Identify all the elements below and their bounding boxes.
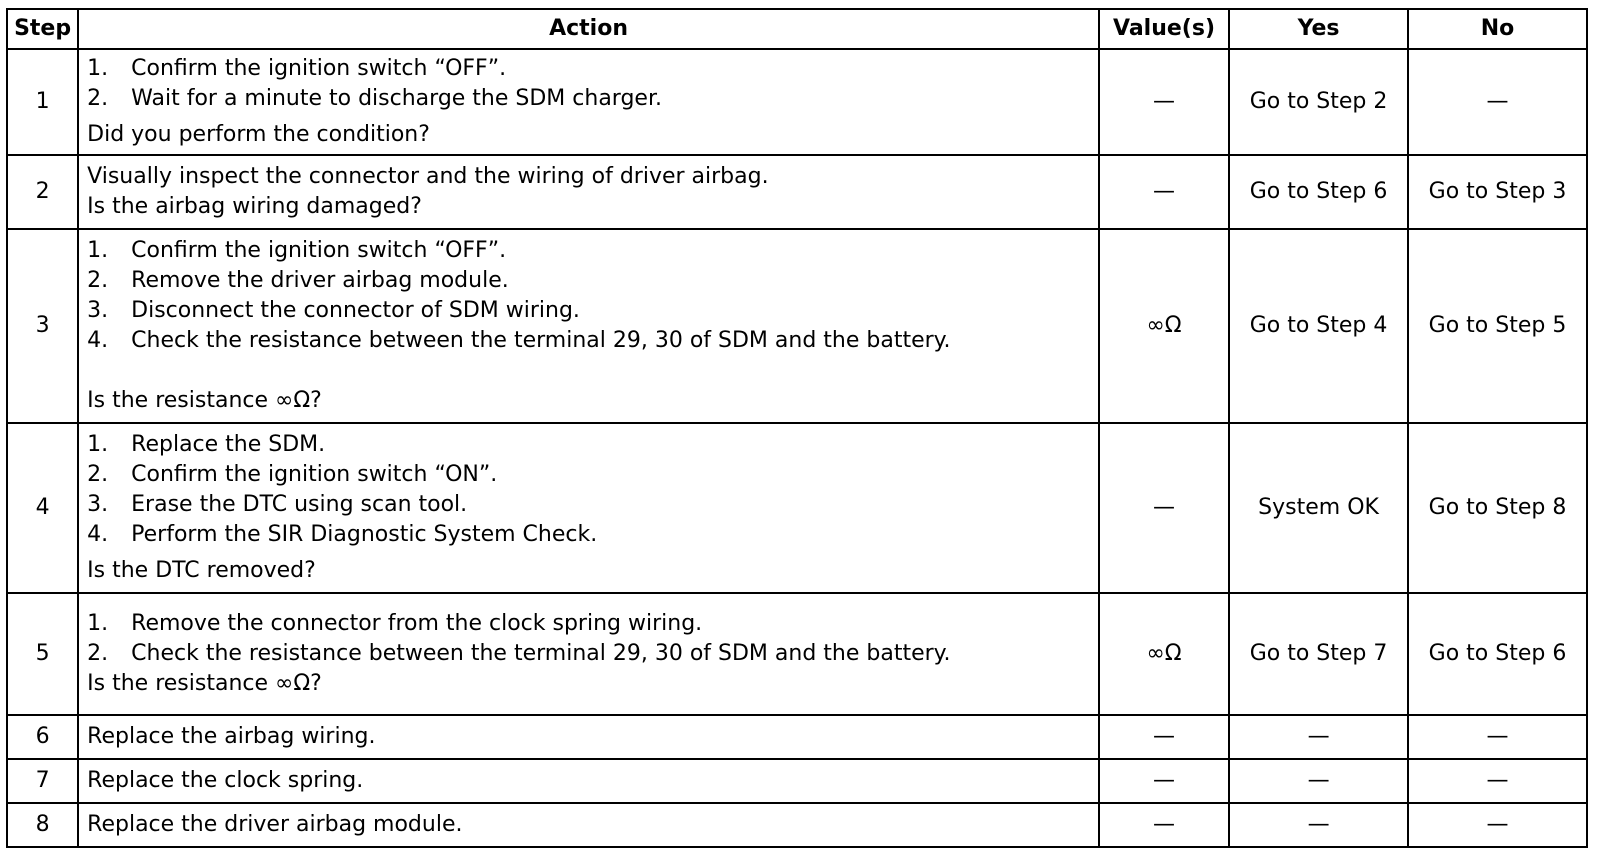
value-cell: — [1099, 803, 1229, 847]
header-row [7, 9, 1587, 49]
step-number: 4 [7, 423, 78, 593]
action-item: 2. Remove the driver airbag module. [87, 268, 509, 293]
action-item: 4. Check the resistance between the terminal 29, 30 of SDM and the battery. [87, 328, 951, 353]
step-number: 8 [7, 803, 78, 847]
no-cell: — [1408, 803, 1587, 847]
yes-cell: — [1229, 715, 1408, 759]
no-cell: Go to Step 6 [1408, 593, 1587, 715]
action-cell [78, 715, 1099, 759]
yes-cell: Go to Step 4 [1229, 229, 1408, 423]
action-item: 1. Replace the SDM. [87, 432, 326, 457]
action-item: 4. Perform the SIR Diagnostic System Check. [87, 522, 598, 547]
step-number: 1 [7, 49, 78, 155]
header-values: Value(s) [1099, 9, 1229, 49]
action-question: Is the resistance ∞Ω? [87, 388, 322, 413]
table-row [7, 49, 1587, 155]
action-item: 1. Confirm the ignition switch “OFF”. [87, 238, 507, 263]
action-line: Visually inspect the connector and the wiring of driver airbag. [87, 164, 769, 189]
step-number: 6 [7, 715, 78, 759]
action-item: 3. Disconnect the connector of SDM wiring. [87, 298, 580, 323]
no-cell: Go to Step 8 [1408, 423, 1587, 593]
no-cell: — [1408, 49, 1587, 155]
yes-cell: Go to Step 2 [1229, 49, 1408, 155]
action-line: Replace the clock spring. [87, 768, 364, 793]
table-row [7, 715, 1587, 759]
step-number: 3 [7, 229, 78, 423]
action-cell [78, 423, 1099, 593]
value-cell: — [1099, 423, 1229, 593]
header-no: No [1408, 9, 1587, 49]
table-row [7, 155, 1587, 229]
action-item: 1. Confirm the ignition switch “OFF”. [87, 56, 507, 81]
action-item: 1. Remove the connector from the clock spring wiring. [87, 611, 703, 636]
action-question: Is the airbag wiring damaged? [87, 194, 422, 219]
action-item: 2. Wait for a minute to discharge the SDM charger. [87, 86, 662, 111]
header-step: Step [7, 9, 78, 49]
no-cell: Go to Step 5 [1408, 229, 1587, 423]
value-cell: — [1099, 155, 1229, 229]
value-cell: — [1099, 49, 1229, 155]
action-cell [78, 229, 1099, 423]
table-row [7, 229, 1587, 423]
yes-cell: System OK [1229, 423, 1408, 593]
table-row [7, 593, 1587, 715]
action-cell [78, 803, 1099, 847]
no-cell: — [1408, 715, 1587, 759]
action-question: Is the resistance ∞Ω? [87, 671, 322, 696]
diagnostic-table [6, 8, 1588, 848]
step-number: 2 [7, 155, 78, 229]
yes-cell: — [1229, 759, 1408, 803]
step-number: 5 [7, 593, 78, 715]
action-cell [78, 759, 1099, 803]
action-question: Did you perform the condition? [87, 122, 430, 147]
action-cell [78, 49, 1099, 155]
value-cell: ∞Ω [1099, 593, 1229, 715]
yes-cell: — [1229, 803, 1408, 847]
value-cell: ∞Ω [1099, 229, 1229, 423]
action-cell [78, 593, 1099, 715]
no-cell: — [1408, 759, 1587, 803]
header-action: Action [78, 9, 1099, 49]
table-row [7, 759, 1587, 803]
action-item: 3. Erase the DTC using scan tool. [87, 492, 468, 517]
step-number: 7 [7, 759, 78, 803]
action-line: Replace the driver airbag module. [87, 812, 463, 837]
table-row [7, 423, 1587, 593]
no-cell: Go to Step 3 [1408, 155, 1587, 229]
action-item: 2. Check the resistance between the terminal 29, 30 of SDM and the battery. [87, 641, 951, 666]
yes-cell: Go to Step 7 [1229, 593, 1408, 715]
action-cell [78, 155, 1099, 229]
action-line: Replace the airbag wiring. [87, 724, 376, 749]
header-yes: Yes [1229, 9, 1408, 49]
action-question: Is the DTC removed? [87, 558, 316, 583]
value-cell: — [1099, 715, 1229, 759]
action-item: 2. Confirm the ignition switch “ON”. [87, 462, 498, 487]
table-row [7, 803, 1587, 847]
yes-cell: Go to Step 6 [1229, 155, 1408, 229]
value-cell: — [1099, 759, 1229, 803]
